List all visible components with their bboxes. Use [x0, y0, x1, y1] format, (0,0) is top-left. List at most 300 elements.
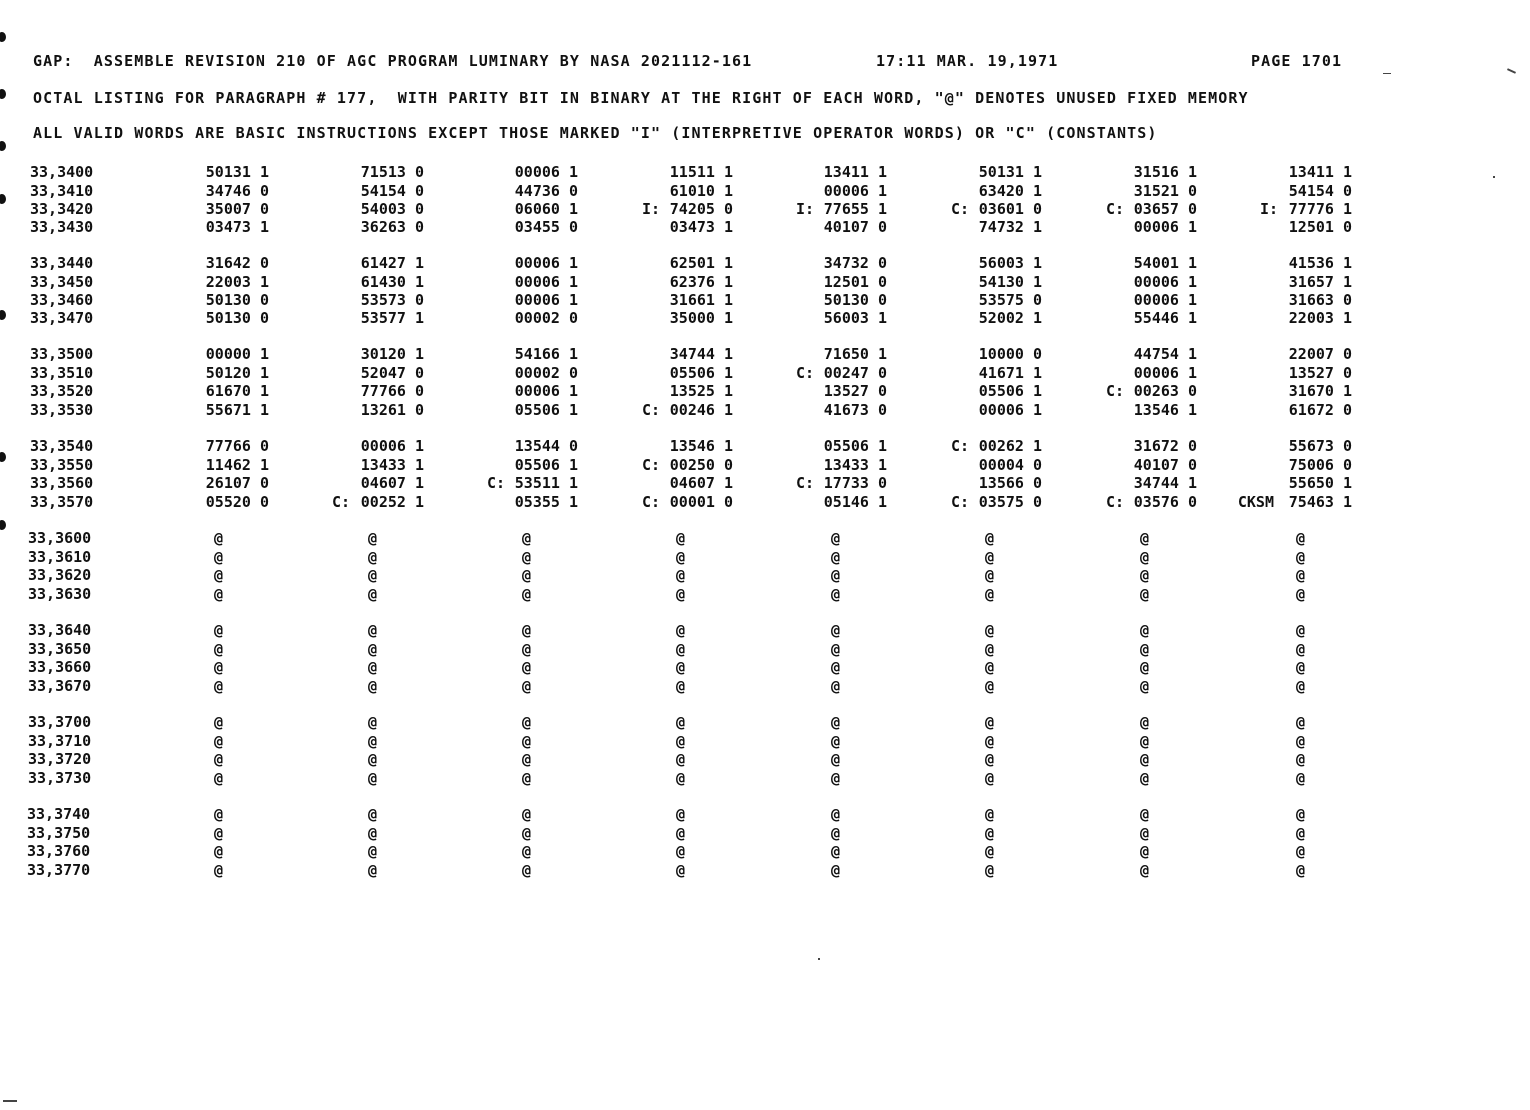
unused-memory-marker: @ [522, 713, 532, 731]
octal-word: 50130 0 [205, 309, 269, 327]
unused-memory-marker: @ [831, 585, 841, 603]
listing-row-unused [0, 566, 1530, 584]
row-address: 33,3460 [30, 291, 94, 309]
unused-memory-marker: @ [676, 842, 686, 860]
word-type-marker: C: [486, 474, 505, 492]
unused-memory-marker: @ [214, 769, 224, 787]
unused-memory-marker: @ [676, 621, 686, 639]
unused-memory-marker: @ [831, 713, 841, 731]
row-address: 33,3600 [28, 529, 92, 547]
unused-memory-marker: @ [831, 621, 841, 639]
unused-memory-marker: @ [214, 750, 224, 768]
unused-memory-marker: @ [1296, 621, 1306, 639]
unused-memory-marker: @ [831, 548, 841, 566]
unused-memory-marker: @ [831, 769, 841, 787]
unused-memory-marker: @ [985, 658, 995, 676]
listing-row [0, 182, 1530, 200]
scan-speck [818, 958, 820, 960]
octal-word: 03455 0 [514, 218, 578, 236]
unused-memory-marker: @ [985, 529, 995, 547]
octal-word: 11511 1 [669, 163, 733, 181]
unused-memory-marker: @ [522, 621, 532, 639]
octal-word: 61430 1 [360, 273, 424, 291]
octal-word: 31521 0 [1133, 182, 1197, 200]
unused-memory-marker: @ [368, 805, 378, 823]
listing-row-unused [0, 732, 1530, 750]
scan-speck [1493, 176, 1495, 178]
word-type-marker: C: [1105, 200, 1124, 218]
octal-word: 05506 1 [978, 382, 1042, 400]
listing-row [0, 273, 1530, 291]
header-line-3: ALL VALID WORDS ARE BASIC INSTRUCTIONS EXCEPT THOSE MARKED "I" (INTERPRETIVE OPERATOR WORDS) OR "C" (CONSTANTS) [33, 124, 1158, 142]
octal-word: 17733 0 [823, 474, 887, 492]
unused-memory-marker: @ [1296, 640, 1306, 658]
word-type-marker: C: [641, 493, 660, 511]
word-type-marker: I: [641, 200, 660, 218]
listing-row [0, 456, 1530, 474]
unused-memory-marker: @ [985, 566, 995, 584]
unused-memory-marker: @ [1140, 861, 1150, 879]
octal-word: 13411 1 [1288, 163, 1352, 181]
octal-word: 22003 1 [205, 273, 269, 291]
octal-word: 00006 1 [514, 291, 578, 309]
octal-word: 00004 0 [978, 456, 1042, 474]
octal-word: 74205 0 [669, 200, 733, 218]
octal-word: 30120 1 [360, 345, 424, 363]
octal-word: 00263 0 [1133, 382, 1197, 400]
octal-word: 52047 0 [360, 364, 424, 382]
unused-memory-marker: @ [985, 732, 995, 750]
word-type-marker: C: [641, 401, 660, 419]
octal-word: 12501 0 [823, 273, 887, 291]
octal-word: 05506 1 [514, 401, 578, 419]
unused-memory-marker: @ [368, 842, 378, 860]
unused-memory-marker: @ [368, 566, 378, 584]
octal-word: 62376 1 [669, 273, 733, 291]
scan-speck [1507, 68, 1516, 74]
octal-word: 00006 1 [360, 437, 424, 455]
row-address: 33,3640 [28, 621, 92, 639]
unused-memory-marker: @ [1296, 842, 1306, 860]
unused-memory-marker: @ [985, 750, 995, 768]
row-address: 33,3450 [30, 273, 94, 291]
word-type-marker: C: [795, 364, 814, 382]
listing-row [0, 437, 1530, 455]
unused-memory-marker: @ [1140, 677, 1150, 695]
unused-memory-marker: @ [522, 585, 532, 603]
listing-row-unused [0, 769, 1530, 787]
octal-word: 61427 1 [360, 254, 424, 272]
unused-memory-marker: @ [368, 824, 378, 842]
unused-memory-marker: @ [831, 658, 841, 676]
row-address: 33,3500 [30, 345, 94, 363]
unused-memory-marker: @ [1140, 585, 1150, 603]
unused-memory-marker: @ [214, 548, 224, 566]
octal-word: 35007 0 [205, 200, 269, 218]
unused-memory-marker: @ [1296, 713, 1306, 731]
row-address: 33,3430 [30, 218, 94, 236]
unused-memory-marker: @ [368, 640, 378, 658]
listing-row-unused [0, 585, 1530, 603]
octal-word: 55673 0 [1288, 437, 1352, 455]
row-address: 33,3730 [28, 769, 92, 787]
unused-memory-marker: @ [214, 842, 224, 860]
octal-word: 50120 1 [205, 364, 269, 382]
octal-word: 40107 0 [1133, 456, 1197, 474]
octal-word: 26107 0 [205, 474, 269, 492]
listing-row [0, 474, 1530, 492]
unused-memory-marker: @ [368, 861, 378, 879]
unused-memory-marker: @ [368, 529, 378, 547]
word-type-marker: C: [950, 437, 969, 455]
octal-word: 54001 1 [1133, 254, 1197, 272]
octal-word: 00006 1 [1133, 218, 1197, 236]
octal-word: 56003 1 [823, 309, 887, 327]
unused-memory-marker: @ [676, 677, 686, 695]
row-address: 33,3770 [27, 861, 91, 879]
unused-memory-marker: @ [1140, 732, 1150, 750]
octal-word: 52002 1 [978, 309, 1042, 327]
octal-word: 00006 1 [1133, 291, 1197, 309]
octal-word: 31672 0 [1133, 437, 1197, 455]
unused-memory-marker: @ [1140, 842, 1150, 860]
octal-word: 00006 1 [823, 182, 887, 200]
row-address: 33,3440 [30, 254, 94, 272]
octal-word: 00006 1 [978, 401, 1042, 419]
octal-word: 04607 1 [360, 474, 424, 492]
listing-row [0, 163, 1530, 181]
octal-word: 54003 0 [360, 200, 424, 218]
octal-word: 05506 1 [669, 364, 733, 382]
listing-row [0, 309, 1530, 327]
octal-word: 03576 0 [1133, 493, 1197, 511]
punch-hole [0, 141, 6, 151]
octal-word: 03473 1 [669, 218, 733, 236]
row-address: 33,3520 [30, 382, 94, 400]
octal-word: 56003 1 [978, 254, 1042, 272]
octal-word: 13261 0 [360, 401, 424, 419]
listing-row [0, 345, 1530, 363]
unused-memory-marker: @ [676, 732, 686, 750]
unused-memory-marker: @ [522, 842, 532, 860]
row-address: 33,3650 [28, 640, 92, 658]
unused-memory-marker: @ [1140, 805, 1150, 823]
octal-word: 74732 1 [978, 218, 1042, 236]
octal-word: 36263 0 [360, 218, 424, 236]
unused-memory-marker: @ [985, 621, 995, 639]
row-address: 33,3720 [28, 750, 92, 768]
octal-word: 62501 1 [669, 254, 733, 272]
scan-speck [3, 1100, 17, 1102]
unused-memory-marker: @ [985, 805, 995, 823]
octal-word: 05520 0 [205, 493, 269, 511]
octal-word: 00000 1 [205, 345, 269, 363]
row-address: 33,3660 [28, 658, 92, 676]
row-address: 33,3530 [30, 401, 94, 419]
octal-word: 77766 0 [205, 437, 269, 455]
row-address: 33,3400 [30, 163, 94, 181]
row-address: 33,3700 [28, 713, 92, 731]
octal-word: 35000 1 [669, 309, 733, 327]
unused-memory-marker: @ [522, 658, 532, 676]
octal-word: 10000 0 [978, 345, 1042, 363]
row-address: 33,3540 [30, 437, 94, 455]
unused-memory-marker: @ [1296, 769, 1306, 787]
unused-memory-marker: @ [676, 640, 686, 658]
octal-word: 12501 0 [1288, 218, 1352, 236]
unused-memory-marker: @ [214, 566, 224, 584]
word-type-marker: C: [1105, 382, 1124, 400]
octal-word: 63420 1 [978, 182, 1042, 200]
unused-memory-marker: @ [985, 548, 995, 566]
unused-memory-marker: @ [214, 677, 224, 695]
octal-word: 71650 1 [823, 345, 887, 363]
octal-word: 34744 1 [669, 345, 733, 363]
unused-memory-marker: @ [1140, 529, 1150, 547]
row-address: 33,3560 [30, 474, 94, 492]
unused-memory-marker: @ [831, 529, 841, 547]
octal-word: 00006 1 [514, 273, 578, 291]
unused-memory-marker: @ [1296, 529, 1306, 547]
unused-memory-marker: @ [1140, 621, 1150, 639]
octal-word: 03473 1 [205, 218, 269, 236]
unused-memory-marker: @ [985, 640, 995, 658]
unused-memory-marker: @ [676, 769, 686, 787]
unused-memory-marker: @ [522, 529, 532, 547]
assembly-timestamp: 17:11 MAR. 19,1971 [876, 52, 1059, 70]
unused-memory-marker: @ [1296, 732, 1306, 750]
unused-memory-marker: @ [985, 677, 995, 695]
unused-memory-marker: @ [676, 750, 686, 768]
octal-word: 31642 0 [205, 254, 269, 272]
octal-word: 77766 0 [360, 382, 424, 400]
unused-memory-marker: @ [522, 548, 532, 566]
row-address: 33,3670 [28, 677, 92, 695]
octal-word: 00002 0 [514, 309, 578, 327]
listing-row-unused [0, 805, 1530, 823]
octal-word: 53577 1 [360, 309, 424, 327]
row-address: 33,3410 [30, 182, 94, 200]
unused-memory-marker: @ [214, 824, 224, 842]
listing-row-unused [0, 621, 1530, 639]
octal-word: 03575 0 [978, 493, 1042, 511]
octal-word: 13544 0 [514, 437, 578, 455]
unused-memory-marker: @ [522, 805, 532, 823]
row-address: 33,3760 [27, 842, 91, 860]
unused-memory-marker: @ [676, 824, 686, 842]
unused-memory-marker: @ [676, 548, 686, 566]
listing-row-unused [0, 750, 1530, 768]
octal-word: 00006 1 [1133, 273, 1197, 291]
unused-memory-marker: @ [1140, 750, 1150, 768]
octal-word: 00247 0 [823, 364, 887, 382]
octal-word: 61670 1 [205, 382, 269, 400]
octal-word: 31657 1 [1288, 273, 1352, 291]
unused-memory-marker: @ [676, 658, 686, 676]
checksum-label: CKSM [1237, 493, 1274, 511]
octal-word: 00006 1 [514, 163, 578, 181]
octal-word: 75006 0 [1288, 456, 1352, 474]
unused-memory-marker: @ [676, 529, 686, 547]
unused-memory-marker: @ [676, 861, 686, 879]
unused-memory-marker: @ [1296, 677, 1306, 695]
octal-word: 00252 1 [360, 493, 424, 511]
unused-memory-marker: @ [1296, 658, 1306, 676]
octal-word: 13433 1 [360, 456, 424, 474]
unused-memory-marker: @ [368, 585, 378, 603]
unused-memory-marker: @ [831, 842, 841, 860]
octal-word: 22003 1 [1288, 309, 1352, 327]
unused-memory-marker: @ [522, 769, 532, 787]
punch-hole [0, 32, 6, 42]
listing-row-unused [0, 677, 1530, 695]
unused-memory-marker: @ [522, 732, 532, 750]
octal-word: 50130 0 [823, 291, 887, 309]
octal-word: 13527 0 [1288, 364, 1352, 382]
unused-memory-marker: @ [368, 750, 378, 768]
octal-word: 34744 1 [1133, 474, 1197, 492]
row-address: 33,3750 [27, 824, 91, 842]
octal-word: 22007 0 [1288, 345, 1352, 363]
listing-row [0, 401, 1530, 419]
octal-word: 53511 1 [514, 474, 578, 492]
listing-row-unused [0, 640, 1530, 658]
octal-word: 61010 1 [669, 182, 733, 200]
octal-word: 00006 1 [1133, 364, 1197, 382]
octal-word: 03601 0 [978, 200, 1042, 218]
unused-memory-marker: @ [1140, 713, 1150, 731]
unused-memory-marker: @ [368, 677, 378, 695]
word-type-marker: I: [795, 200, 814, 218]
row-address: 33,3550 [30, 456, 94, 474]
listing-row [0, 291, 1530, 309]
listing-row [0, 364, 1530, 382]
octal-word: 00001 0 [669, 493, 733, 511]
row-address: 33,3470 [30, 309, 94, 327]
octal-word: 06060 1 [514, 200, 578, 218]
octal-word: 00246 1 [669, 401, 733, 419]
unused-memory-marker: @ [214, 585, 224, 603]
octal-word: 11462 1 [205, 456, 269, 474]
unused-memory-marker: @ [831, 805, 841, 823]
octal-word: 50130 0 [205, 291, 269, 309]
word-type-marker: C: [1105, 493, 1124, 511]
octal-word: 13527 0 [823, 382, 887, 400]
octal-word: 50131 1 [205, 163, 269, 181]
unused-memory-marker: @ [214, 713, 224, 731]
octal-word: 54166 1 [514, 345, 578, 363]
octal-word: 77776 1 [1288, 200, 1352, 218]
octal-word: 05355 1 [514, 493, 578, 511]
octal-word: 00006 1 [514, 254, 578, 272]
unused-memory-marker: @ [831, 566, 841, 584]
word-type-marker: C: [641, 456, 660, 474]
listing-row-unused [0, 713, 1530, 731]
unused-memory-marker: @ [1296, 861, 1306, 879]
unused-memory-marker: @ [214, 658, 224, 676]
octal-word: 31661 1 [669, 291, 733, 309]
unused-memory-marker: @ [1140, 548, 1150, 566]
unused-memory-marker: @ [1296, 750, 1306, 768]
octal-word: 13566 0 [978, 474, 1042, 492]
word-type-marker: C: [950, 493, 969, 511]
unused-memory-marker: @ [1140, 640, 1150, 658]
unused-memory-marker: @ [831, 750, 841, 768]
unused-memory-marker: @ [1140, 769, 1150, 787]
unused-memory-marker: @ [1296, 566, 1306, 584]
octal-word: 00006 1 [514, 382, 578, 400]
octal-word: 40107 0 [823, 218, 887, 236]
octal-word: 50131 1 [978, 163, 1042, 181]
row-address: 33,3620 [28, 566, 92, 584]
unused-memory-marker: @ [985, 824, 995, 842]
unused-memory-marker: @ [214, 805, 224, 823]
octal-word: 34746 0 [205, 182, 269, 200]
octal-word: 31670 1 [1288, 382, 1352, 400]
listing-row-unused [0, 842, 1530, 860]
unused-memory-marker: @ [522, 861, 532, 879]
unused-memory-marker: @ [985, 861, 995, 879]
octal-word: 13546 1 [1133, 401, 1197, 419]
unused-memory-marker: @ [214, 640, 224, 658]
octal-word: 61672 0 [1288, 401, 1352, 419]
scan-speck [1383, 73, 1391, 74]
unused-memory-marker: @ [368, 548, 378, 566]
octal-word: 13433 1 [823, 456, 887, 474]
octal-word: 05506 1 [823, 437, 887, 455]
unused-memory-marker: @ [1296, 805, 1306, 823]
punch-hole [0, 89, 6, 99]
listing-row-unused [0, 824, 1530, 842]
octal-word: 41673 0 [823, 401, 887, 419]
octal-word: 13411 1 [823, 163, 887, 181]
unused-memory-marker: @ [1296, 824, 1306, 842]
octal-word: 04607 1 [669, 474, 733, 492]
octal-word: 41536 1 [1288, 254, 1352, 272]
listing-row [0, 493, 1530, 511]
unused-memory-marker: @ [831, 640, 841, 658]
word-type-marker: C: [331, 493, 350, 511]
unused-memory-marker: @ [522, 640, 532, 658]
unused-memory-marker: @ [831, 732, 841, 750]
octal-word: 54154 0 [1288, 182, 1352, 200]
octal-word: 41671 1 [978, 364, 1042, 382]
unused-memory-marker: @ [214, 732, 224, 750]
unused-memory-marker: @ [368, 621, 378, 639]
unused-memory-marker: @ [831, 861, 841, 879]
unused-memory-marker: @ [368, 769, 378, 787]
octal-word: 55650 1 [1288, 474, 1352, 492]
unused-memory-marker: @ [214, 529, 224, 547]
unused-memory-marker: @ [831, 677, 841, 695]
row-address: 33,3510 [30, 364, 94, 382]
octal-word: 55671 1 [205, 401, 269, 419]
octal-word: 75463 1 [1288, 493, 1352, 511]
row-address: 33,3710 [28, 732, 92, 750]
listing-row-unused [0, 548, 1530, 566]
unused-memory-marker: @ [676, 805, 686, 823]
word-type-marker: I: [1259, 200, 1278, 218]
octal-word: 05146 1 [823, 493, 887, 511]
octal-word: 31663 0 [1288, 291, 1352, 309]
unused-memory-marker: @ [985, 769, 995, 787]
header-line-2: OCTAL LISTING FOR PARAGRAPH # 177, WITH PARITY BIT IN BINARY AT THE RIGHT OF EACH WORD, "@" DENOTES UNUSED FIXED MEMORY [33, 89, 1249, 107]
unused-memory-marker: @ [1140, 566, 1150, 584]
octal-word: 54130 1 [978, 273, 1042, 291]
octal-word: 55446 1 [1133, 309, 1197, 327]
octal-word: 05506 1 [514, 456, 578, 474]
word-type-marker: C: [795, 474, 814, 492]
